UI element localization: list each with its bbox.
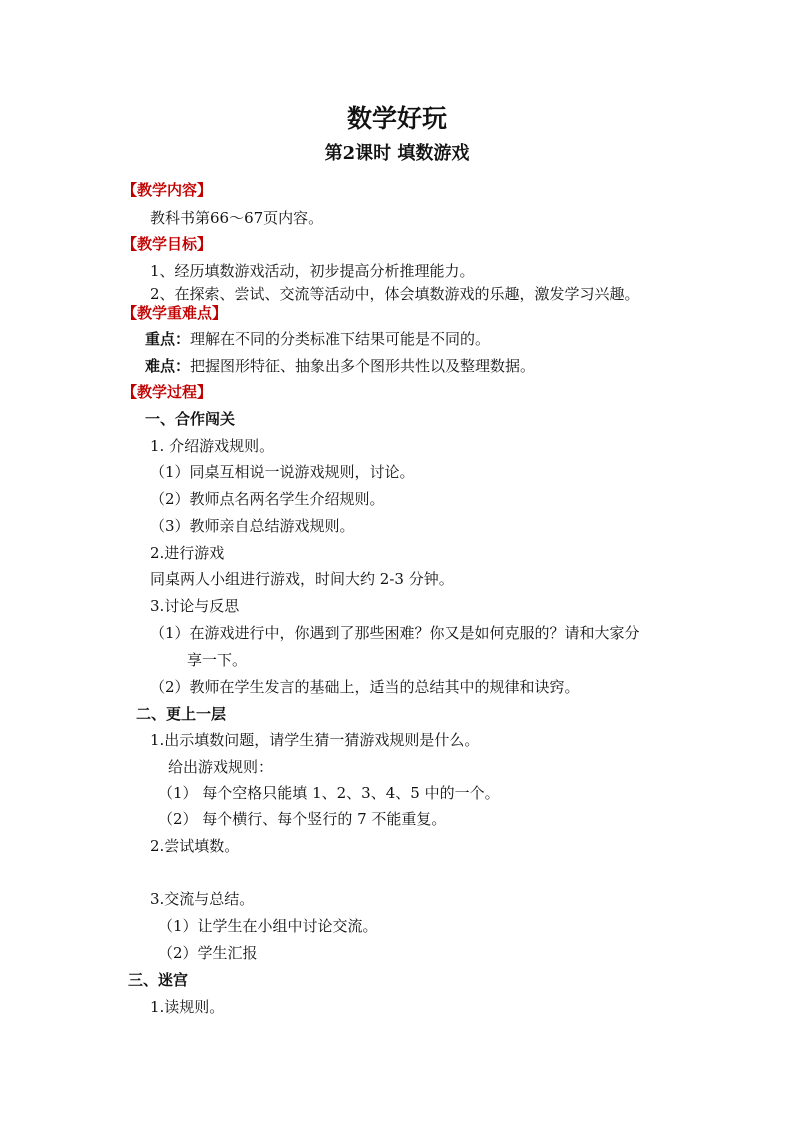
part2-step: 2.尝试填数。: [150, 837, 240, 855]
part1-heading: 一、合作闯关: [145, 410, 236, 428]
rule-item: （1） 每个空格只能填 1、2、3、4、5 中的一个。: [158, 784, 500, 802]
list-item: （2）教师点名两名学生介绍规则。: [150, 490, 385, 508]
key-point-label: 重点：: [145, 330, 191, 348]
part2-step: 3.交流与总结。: [150, 890, 255, 908]
section-heading-goals: 【教学目标】: [122, 235, 213, 253]
difficult-point-label: 难点：: [145, 357, 191, 375]
part1-step: 3.讨论与反思: [150, 597, 240, 615]
key-point: [145, 330, 490, 348]
part3-heading: 三、迷宫: [128, 971, 189, 989]
rule-item: （2） 每个横行、每个竖行的 7 不能重复。: [158, 810, 447, 828]
page-title: 数学好玩: [346, 104, 447, 133]
part3-step: 1.读规则。: [150, 998, 225, 1016]
section-heading-keypoints: 【教学重难点】: [122, 304, 228, 322]
section-heading-process: 【教学过程】: [122, 383, 213, 401]
list-item-continuation: 享一下。: [187, 651, 248, 669]
list-item: （1）同桌互相说一说游戏规则，讨论。: [150, 463, 415, 481]
list-item: （2）教师在学生发言的基础上，适当的总结其中的规律和诀窍。: [150, 678, 580, 696]
list-item: （1）在游戏进行中，你遇到了那些困难？你又是如何克服的？请和大家分: [150, 624, 640, 642]
list-item: （3）教师亲自总结游戏规则。: [150, 517, 355, 535]
part2-step: 1.出示填数问题，请学生猜一猜游戏规则是什么。: [150, 731, 480, 749]
part1-step: 1. 介绍游戏规则。: [150, 437, 275, 455]
section-heading-content: 【教学内容】: [122, 181, 213, 199]
goal-item: 1、经历填数游戏活动，初步提高分析推理能力。: [150, 262, 475, 280]
list-item: （1）让学生在小组中讨论交流。: [158, 917, 378, 935]
goal-item: 2、在探索、尝试、交流等活动中，体会填数游戏的乐趣，激发学习兴趣。: [150, 285, 640, 303]
part1-step-text: 同桌两人小组进行游戏，时间大约 2-3 分钟。: [150, 570, 454, 588]
difficult-point: [145, 357, 535, 375]
page-subtitle: 第2课时 填数游戏: [324, 143, 470, 164]
content-text: 教科书第66～67页内容。: [150, 209, 324, 227]
list-item: （2）学生汇报: [158, 944, 258, 962]
part2-step-sub: 给出游戏规则：: [168, 758, 274, 776]
key-point-text: 理解在不同的分类标准下结果可能是不同的。: [190, 330, 491, 348]
part1-step: 2.进行游戏: [150, 544, 225, 562]
difficult-point-text: 把握图形特征、抽象出多个图形共性以及整理数据。: [190, 357, 536, 375]
part2-heading: 二、更上一层: [136, 705, 227, 723]
